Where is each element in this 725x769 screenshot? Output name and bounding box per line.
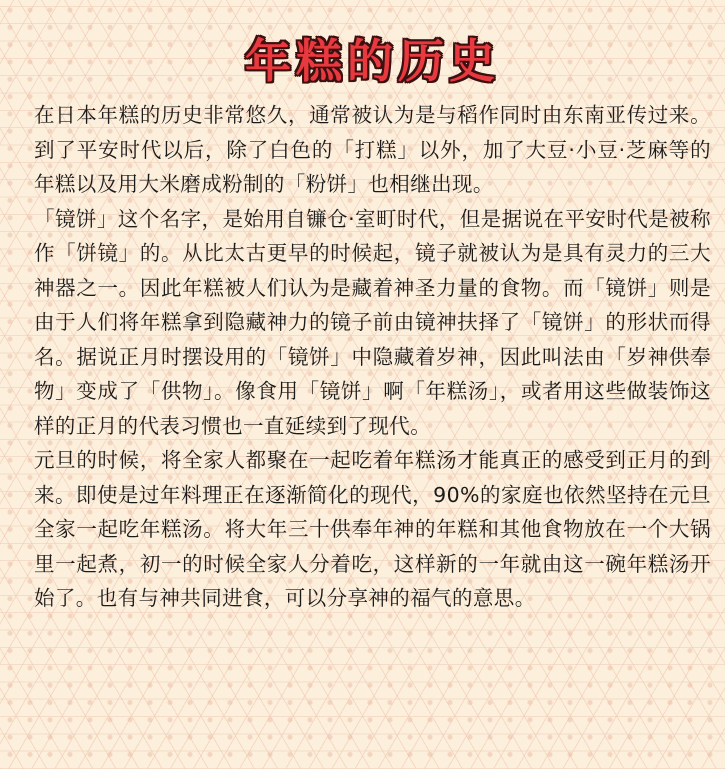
paragraph-kagami-mochi: 「镜饼」这个名字，是始用自镰仓·室町时代，但是据说在平安时代是被称作「饼镜」的。从比太古更早的时候起，镜子就被认为是具有灵力的三大神器之一。因此年糕被人们认为是藏着神圣力量的食物。而「镜饼」则是由于人们将年糕拿到隐藏神力的镜子前由镜神扶择了「镜饼」的形状而得名。据说正月时摆设用的「镜饼」中隐藏着岁神，因此叫法由「岁神供奉物」变成了「供物」。像食用「镜饼」啊「年糕汤」，或者用这些做装饰这样的正月的代表习惯也一直延续到了现代。: [34, 206, 711, 438]
paragraph-new-year-soup: 元旦的时候，将全家人都聚在一起吃着年糕汤才能真正的感受到正月的到来。即使是过年料理正在逐渐简化的现代，90%的家庭也依然坚持在元旦全家一起吃年糕汤。将大年三十供奉年神的年糕和其他食物放在一个大锅里一起煮，初一的时候全家人分着吃，这样新的一年就由这一碗年糕汤开始了。也有与神共同进食，可以分享神的福气的意思。: [34, 448, 711, 610]
page-title: 年糕的历史: [245, 34, 500, 88]
paragraph-origin: 在日本年糕的历史非常悠久，通常被认为是与稻作同时由东南亚传过来。到了平安时代以后，除了白色的「打糕」以外，加了大豆·小豆·芝麻等的年糕以及用大米磨成粉制的「粉饼」也相继出现。: [34, 103, 711, 196]
article-body: [34, 98, 711, 616]
